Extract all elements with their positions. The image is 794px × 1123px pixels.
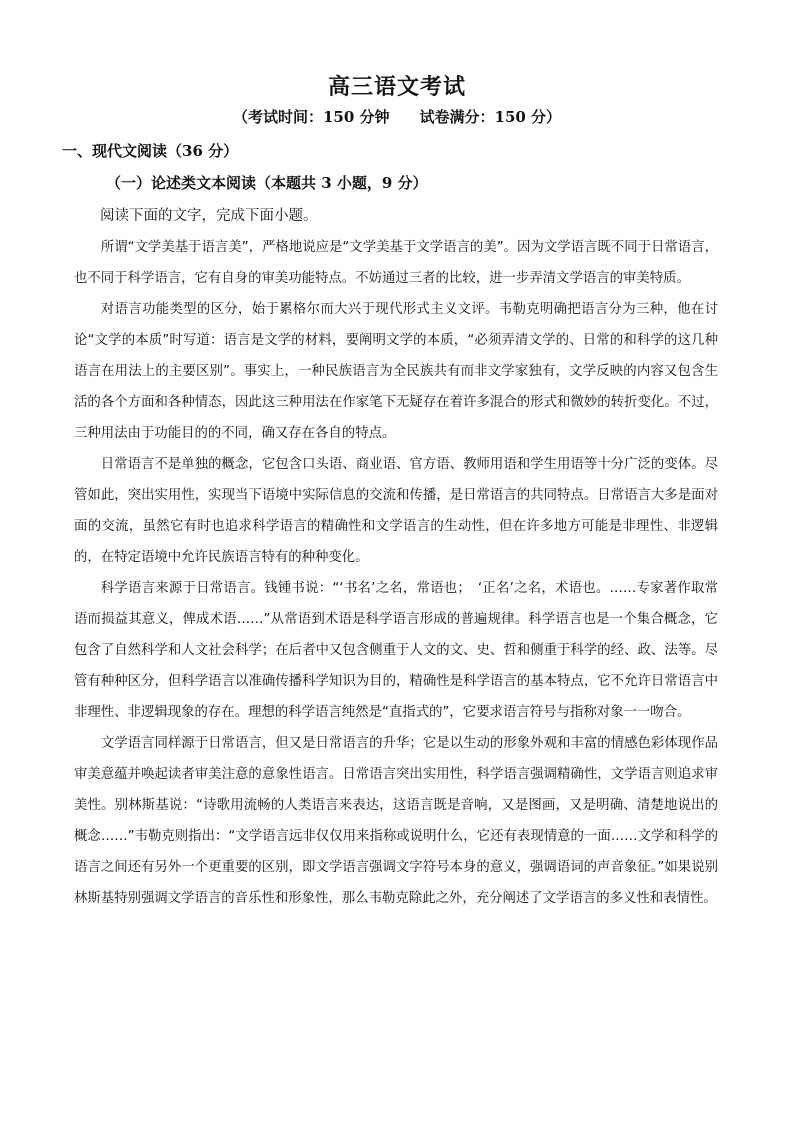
passage-paragraph: 日常语言不是单独的概念，它包含口头语、商业语、官方语、教师用语和学生用语等十分广泛的变体。尽管如此，突出实用性，实现当下语境中实际信息的交流和传播，是日常语言的共同特点。日常语言大多是面对面的交流，虽然它有时也追求科学语言的精确性和文学语言的生动性，但在许多地方可能是非理性、非逻辑的，在特定语境中允许民族语言特有的种种变化。: [74, 457, 718, 565]
passage-body: [74, 232, 718, 914]
subsection-heading: （一）论述类文本阅读（本题共 3 小题，9 分）: [106, 174, 428, 192]
exam-title: 高三语文考试: [327, 74, 466, 100]
exam-subtitle: [0, 106, 794, 127]
reading-instruction: 阅读下面的文字，完成下面小题。: [100, 208, 318, 224]
exam-time: （考试时间：150 分钟: [232, 108, 390, 126]
section-heading: 一、现代文阅读（36 分）: [62, 142, 239, 160]
passage-paragraph: 对语言功能类型的区分，始于累格尔而大兴于现代形式主义文评。韦勒克明确把语言分为三种，他在讨论“文学的本质”时写道：语言是文学的材料，要阐明文学的本质，“必须弄清文学的、日常的和科学的这几种语言在用法上的主要区别”。事实上，一种民族语言为全民族共有而非文学家独有，文学反映的内容又包含生活的各个方面和各种情态，因此这三种用法在作家笔下无疑存在着许多混合的形式和微妙的转折变化。不过，三种用法由于功能目的的不同，确又存在各自的特点。: [74, 302, 718, 441]
exam-score: 试卷满分：150 分）: [419, 108, 562, 126]
passage-paragraph: 所谓“文学美基于语言美”，严格地说应是“文学美基于文学语言的美”。因为文学语言既不同于日常语言，也不同于科学语言，它有自身的审美功能特点。不妨通过三者的比较，进一步弄清文学语言的审美特质。: [74, 240, 718, 286]
passage-paragraph: 科学语言来源于日常语言。钱锺书说：“‘书名’之名，常语也； ‘正名’之名，术语也。……专家著作取常语而损益其意义，俾成术语……”从常语到术语是科学语言形成的普遍规律。科学语言也是一个集合概念，它包含了自然科学和人文社会科学；在后者中又包含侧重于人文的文、史、哲和侧重于科学的经、政、法等。尽管有种种区分，但科学语言以准确传播科学知识为目的，精确性是科学语言的基本特点，它不允许日常语言中非理性、非逻辑现象的存在。理想的科学语言纯然是“直指式的”，它要求语言符号与指称对象一一吻合。: [74, 581, 718, 720]
passage-paragraph: 文学语言同样源于日常语言，但又是日常语言的升华；它是以生动的形象外观和丰富的情感色彩体现作品审美意蕴并唤起读者审美注意的意象性语言。日常语言突出实用性，科学语言强调精确性，文学语言则追求审美性。别林斯基说：“诗歌用流畅的人类语言来表达，这语言既是音响，又是图画，又是明确、清楚地说出的概念……”韦勒克则指出：“文学语言远非仅仅用来指称或说明什么，它还有表现情意的一面……文学和科学的语言之间还有另外一个更重要的区别，即文学语言强调文字符号本身的意义，强调语词的声音象征。”如果说别林斯基特别强调文学语言的音乐性和形象性，那么韦勒克除此之外，充分阐述了文学语言的多义性和表情性。: [74, 736, 718, 906]
